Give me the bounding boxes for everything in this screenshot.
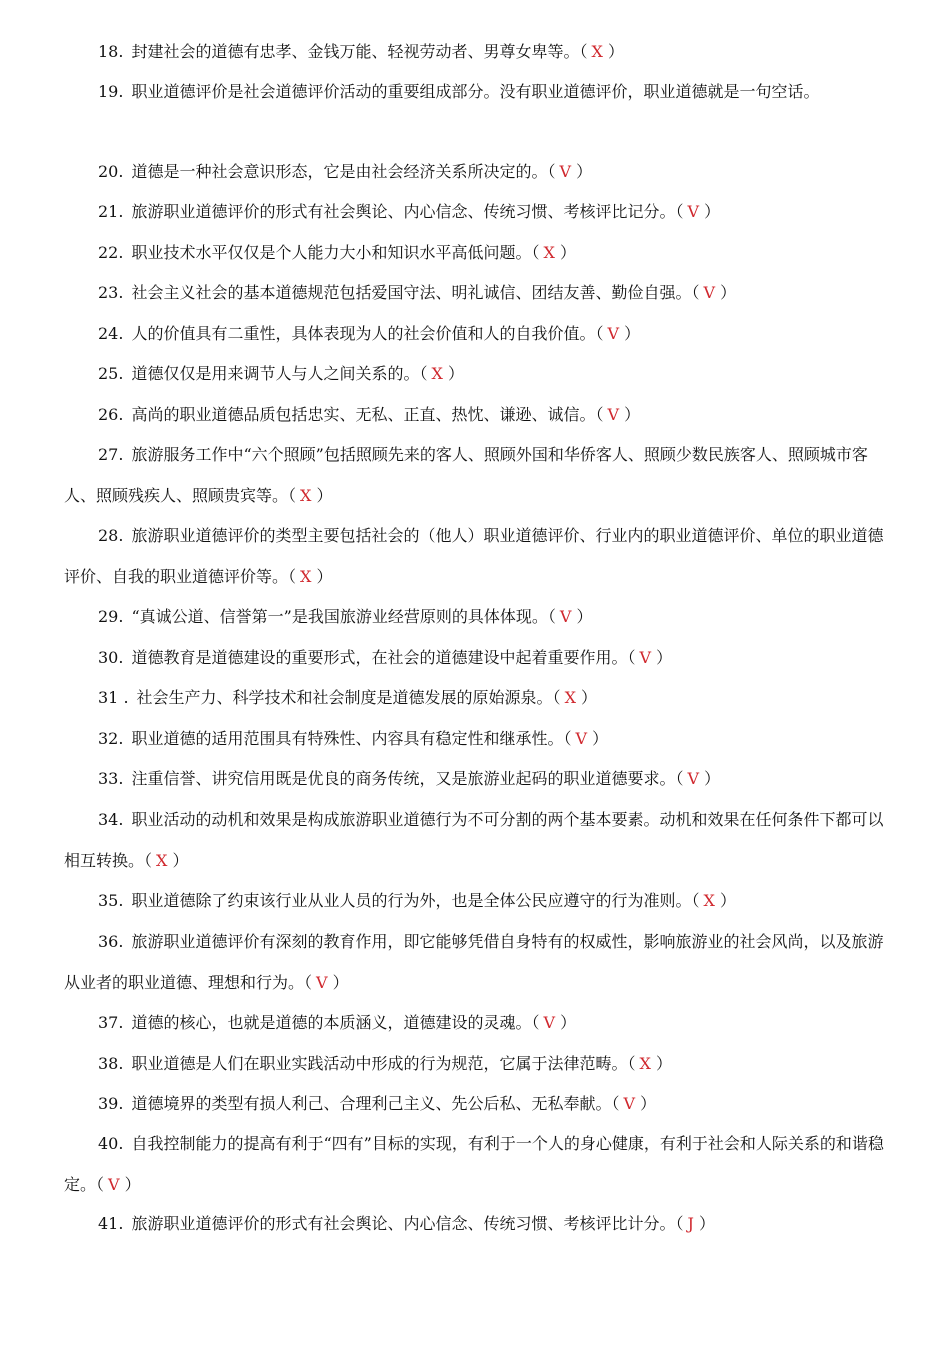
question-number: 33. xyxy=(98,769,124,788)
answer-close-paren: ） xyxy=(555,1013,577,1032)
question-item xyxy=(64,314,896,355)
question-text: 道德是一种社会意识形态，它是由社会经济关系所决定的。 xyxy=(131,162,548,181)
answer-close-paren: ） xyxy=(327,972,349,992)
answer-close-paren: ） xyxy=(693,1214,715,1233)
question-item xyxy=(64,638,896,679)
question-text: “真诚公道、信誉第一”是我国旅游业经营原则的具体体现。 xyxy=(131,607,548,626)
answer-open-paren: （ xyxy=(675,1214,684,1233)
question-item xyxy=(64,192,896,233)
question-text: 社会主义社会的基本道德规范包括爱国守法、明礼诚信、团结友善、勤俭自强。 xyxy=(131,283,692,302)
answer-open-paren: （ xyxy=(288,485,297,505)
answer-open-paren: （ xyxy=(552,688,561,707)
answer-mark: X xyxy=(564,688,576,707)
question-item xyxy=(64,1204,896,1245)
answer-close-paren: ） xyxy=(554,243,576,262)
answer-close-paren: ） xyxy=(587,729,609,748)
question-number: 40. xyxy=(98,1134,124,1153)
question-number: 25. xyxy=(98,364,124,383)
answer-close-paren: ） xyxy=(715,283,737,302)
question-item xyxy=(64,1084,896,1125)
question-item xyxy=(64,922,896,1003)
answer-mark: V xyxy=(687,769,700,788)
question-text: 注重信誉、讲究信用既是优良的商务传统，又是旅游业起码的职业道德要求。 xyxy=(131,769,676,788)
answer-open-paren: （ xyxy=(531,1013,540,1032)
question-number: 36. xyxy=(98,932,124,951)
answer-mark: X xyxy=(431,364,443,383)
answer-close-paren: ） xyxy=(650,1054,672,1073)
question-text: 封建社会的道德有忠孝、金钱万能、轻视劳动者、男尊女卑等。 xyxy=(131,42,580,61)
answer-mark: X xyxy=(300,566,312,586)
answer-close-paren: ） xyxy=(619,324,641,343)
question-item xyxy=(64,273,896,314)
answer-open-paren: （ xyxy=(611,1094,620,1113)
question-text: 旅游职业道德评价的形式有社会舆论、内心信念、传统习惯、考核评比记分。 xyxy=(131,202,676,221)
question-item xyxy=(64,1044,896,1085)
question-number: 38. xyxy=(98,1054,124,1073)
answer-mark: V xyxy=(623,1094,636,1113)
answer-open-paren: （ xyxy=(675,202,684,221)
question-number: 22. xyxy=(98,243,124,262)
question-text: 旅游职业道德评价的类型主要包括社会的（他人）职业道德评价、行业内的职业道德评价、单位的职业道德评价、自我的职业道德评价等。 xyxy=(64,526,884,586)
question-number: 28. xyxy=(98,526,124,545)
question-number: 35. xyxy=(98,891,124,910)
question-number: 24. xyxy=(98,324,124,343)
question-number: 37. xyxy=(98,1013,124,1032)
question-text: 职业道德除了约束该行业从业人员的行为外，也是全体公民应遵守的行为准则。 xyxy=(131,891,692,910)
answer-close-paren: ） xyxy=(571,607,593,626)
question-number: 31 . xyxy=(98,688,129,707)
answer-open-paren: （ xyxy=(675,769,684,788)
question-item xyxy=(64,72,896,113)
answer-mark: V xyxy=(575,729,588,748)
question-number: 19. xyxy=(98,82,124,101)
question-number: 23. xyxy=(98,283,124,302)
answer-close-paren: ） xyxy=(602,42,624,61)
question-text: 职业活动的动机和效果是构成旅游职业道德行为不可分割的两个基本要素。动机和效果在任何条件下都可以相互转换。 xyxy=(64,810,884,870)
question-item xyxy=(64,395,896,436)
answer-open-paren: （ xyxy=(419,364,428,383)
question-text: 自我控制能力的提高有利于“四有”目标的实现，有利于一个人的身心健康，有利于社会和人际关系的和谐稳定。 xyxy=(64,1134,884,1194)
question-text: 社会生产力、科学技术和社会制度是道德发展的原始源泉。 xyxy=(136,688,553,707)
answer-close-paren: ） xyxy=(167,850,189,870)
question-number: 32. xyxy=(98,729,124,748)
answer-mark: X xyxy=(703,891,715,910)
question-item xyxy=(64,1124,896,1205)
question-number: 34. xyxy=(98,810,124,829)
answer-close-paren: ） xyxy=(311,485,333,505)
answer-mark: V xyxy=(316,972,328,992)
question-item xyxy=(64,516,896,597)
question-item xyxy=(64,1003,896,1044)
answer-open-paren: （ xyxy=(144,850,153,870)
question-text: 旅游服务工作中“六个照顾”包括照顾先来的客人、照顾外国和华侨客人、照顾少数民族客人、照顾城市客人、照顾残疾人、照顾贵宾等。 xyxy=(64,445,868,505)
question-item xyxy=(64,32,896,73)
answer-mark: X xyxy=(156,850,168,870)
answer-open-paren: （ xyxy=(547,162,556,181)
answer-mark: V xyxy=(108,1174,120,1194)
question-item xyxy=(64,597,896,638)
answer-open-paren: （ xyxy=(627,1054,636,1073)
question-item xyxy=(64,678,896,719)
answer-open-paren: （ xyxy=(691,283,700,302)
question-number: 20. xyxy=(98,162,124,181)
answer-close-paren: ） xyxy=(651,648,673,667)
question-number: 18. xyxy=(98,42,124,61)
question-item xyxy=(64,800,896,881)
answer-open-paren: （ xyxy=(288,566,297,586)
answer-open-paren: （ xyxy=(627,648,636,667)
answer-open-paren: （ xyxy=(531,243,540,262)
answer-mark: V xyxy=(543,1013,556,1032)
answer-open-paren: （ xyxy=(595,405,604,424)
question-item xyxy=(64,233,896,274)
question-text: 旅游职业道德评价的形式有社会舆论、内心信念、传统习惯、考核评比计分。 xyxy=(131,1214,676,1233)
question-text: 旅游职业道德评价有深刻的教育作用，即它能够凭借自身特有的权威性，影响旅游业的社会风尚，以及旅游从业者的职业道德、理想和行为。 xyxy=(64,932,884,992)
question-number: 27. xyxy=(98,445,124,464)
answer-close-paren: ） xyxy=(442,364,464,383)
answer-mark: V xyxy=(559,607,572,626)
answer-close-paren: ） xyxy=(619,405,641,424)
question-text: 高尚的职业道德品质包括忠实、无私、正直、热忱、谦逊、诚信。 xyxy=(131,405,596,424)
question-text: 职业道德是人们在职业实践活动中形成的行为规范，它属于法律范畴。 xyxy=(131,1054,628,1073)
answer-mark: V xyxy=(703,283,716,302)
answer-close-paren: ） xyxy=(714,891,736,910)
question-item xyxy=(64,881,896,922)
answer-close-paren: ） xyxy=(575,688,598,707)
answer-mark: X xyxy=(639,1054,651,1073)
answer-mark: V xyxy=(687,202,700,221)
question-text: 道德境界的类型有损人利己、合理利己主义、先公后私、无私奉献。 xyxy=(131,1094,612,1113)
answer-open-paren: （ xyxy=(304,972,313,992)
answer-mark: V xyxy=(607,405,620,424)
answer-mark: X xyxy=(300,485,312,505)
question-text: 职业道德的适用范围具有特殊性、内容具有稳定性和继承性。 xyxy=(131,729,564,748)
question-item xyxy=(64,719,896,760)
question-number: 39. xyxy=(98,1094,124,1113)
answer-open-paren: （ xyxy=(595,324,604,343)
question-text: 道德仅仅是用来调节人与人之间关系的。 xyxy=(131,364,420,383)
answer-open-paren: （ xyxy=(579,42,588,61)
answer-mark: J xyxy=(687,1214,694,1233)
answer-mark: X xyxy=(591,42,603,61)
question-item xyxy=(64,152,896,193)
answer-close-paren: ） xyxy=(119,1174,141,1194)
question-number: 26. xyxy=(98,405,124,424)
answer-close-paren: ） xyxy=(311,566,333,586)
question-text: 道德的核心，也就是道德的本质涵义，道德建设的灵魂。 xyxy=(131,1013,532,1032)
question-number: 29. xyxy=(98,607,124,626)
question-item xyxy=(64,354,896,395)
answer-close-paren: ） xyxy=(699,769,721,788)
question-text: 职业道德评价是社会道德评价活动的重要组成部分。没有职业道德评价，职业道德就是一句空话。 xyxy=(131,82,820,101)
answer-open-paren: （ xyxy=(691,891,700,910)
answer-mark: V xyxy=(639,648,652,667)
question-text: 职业技术水平仅仅是个人能力大小和知识水平高低问题。 xyxy=(131,243,532,262)
answer-mark: V xyxy=(559,162,572,181)
question-text: 道德教育是道德建设的重要形式，在社会的道德建设中起着重要作用。 xyxy=(131,648,628,667)
question-number: 41. xyxy=(98,1214,124,1233)
answer-mark: X xyxy=(543,243,555,262)
answer-open-paren: （ xyxy=(547,607,556,626)
answer-close-paren: ） xyxy=(571,162,593,181)
question-text: 人的价值具有二重性，具体表现为人的社会价值和人的自我价值。 xyxy=(131,324,596,343)
question-item xyxy=(64,759,896,800)
answer-close-paren: ） xyxy=(635,1094,657,1113)
question-number: 21. xyxy=(98,202,124,221)
answer-open-paren: （ xyxy=(96,1174,105,1194)
answer-open-paren: （ xyxy=(563,729,572,748)
answer-mark: V xyxy=(607,324,620,343)
question-item xyxy=(64,435,896,516)
answer-close-paren: ） xyxy=(699,202,721,221)
question-number: 30. xyxy=(98,648,124,667)
